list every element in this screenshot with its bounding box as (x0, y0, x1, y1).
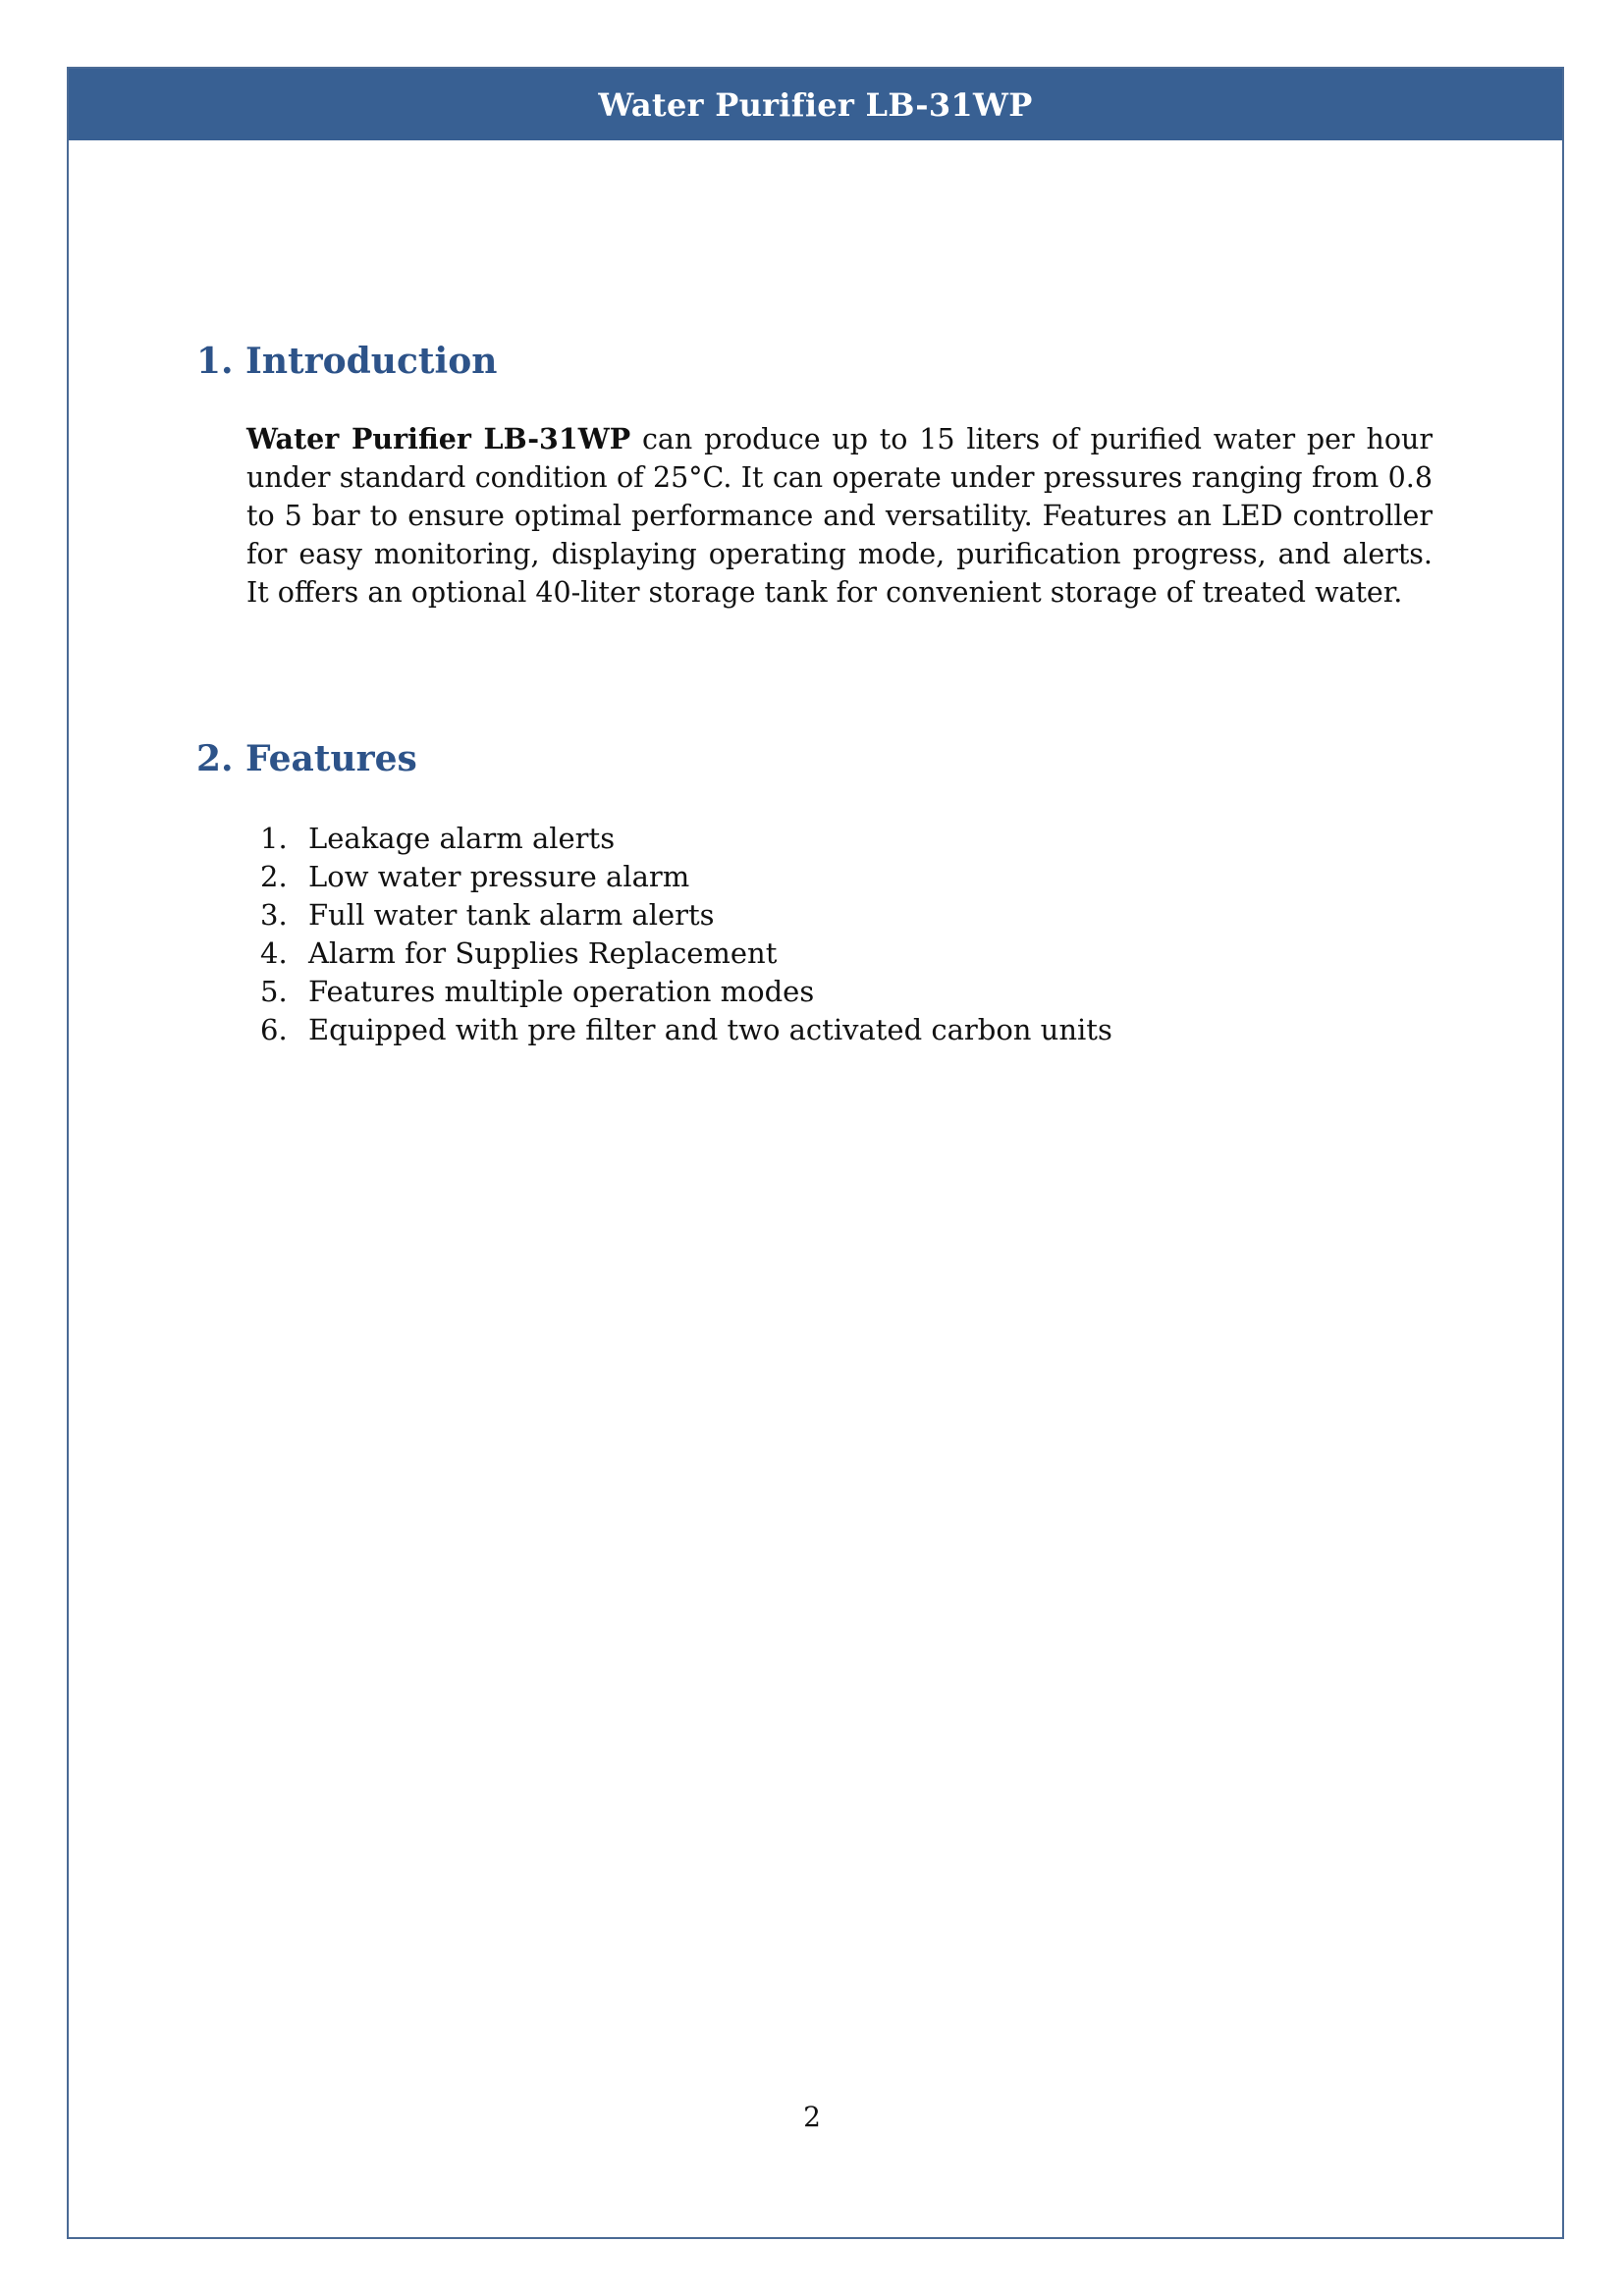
list-item-number: 4. (260, 936, 288, 970)
introduction-paragraph (246, 420, 1433, 612)
section-title: Introduction (245, 341, 498, 382)
list-item (246, 858, 1112, 896)
section-heading-features (196, 738, 417, 779)
list-item (246, 1011, 1112, 1049)
product-name: Water Purifier LB-31WP (246, 422, 631, 455)
features-list (246, 820, 1112, 1049)
section-number: 2. (196, 738, 234, 779)
document-header-bar (69, 69, 1562, 140)
list-item-number: 3. (260, 898, 288, 932)
list-item-text: Low water pressure alarm (308, 860, 690, 893)
list-item-text: Alarm for Supplies Replacement (308, 936, 778, 970)
section-number: 1. (196, 341, 234, 382)
list-item-number: 6. (260, 1013, 288, 1046)
list-item-text: Full water tank alarm alerts (308, 898, 715, 932)
list-item-text: Equipped with pre filter and two activated carbon units (308, 1013, 1112, 1046)
document-title: Water Purifier LB-31WP (598, 85, 1033, 124)
section-heading-introduction (196, 341, 497, 382)
list-item (246, 934, 1112, 973)
section-title: Features (245, 738, 417, 779)
list-item (246, 820, 1112, 858)
list-item-number: 5. (260, 975, 288, 1008)
list-item-number: 2. (260, 860, 288, 893)
list-item-text: Leakage alarm alerts (308, 822, 616, 855)
list-item-number: 1. (260, 822, 288, 855)
list-item (246, 896, 1112, 934)
list-item (246, 973, 1112, 1011)
introduction-body: can produce up to 15 liters of purified water per hour under standard condition of 25°C. It can operate under pressures ranging from 0.8 to 5 bar to ensure optimal performance and versatility. Features an LED controller for easy monitoring, displaying operating mode, purification progress, and alerts. It offers an optional 40-liter storage tank for convenient storage of treated water. (246, 423, 1433, 609)
list-item-text: Features multiple operation modes (308, 975, 815, 1008)
page-number: 2 (803, 2101, 821, 2133)
page-frame (67, 67, 1564, 2239)
